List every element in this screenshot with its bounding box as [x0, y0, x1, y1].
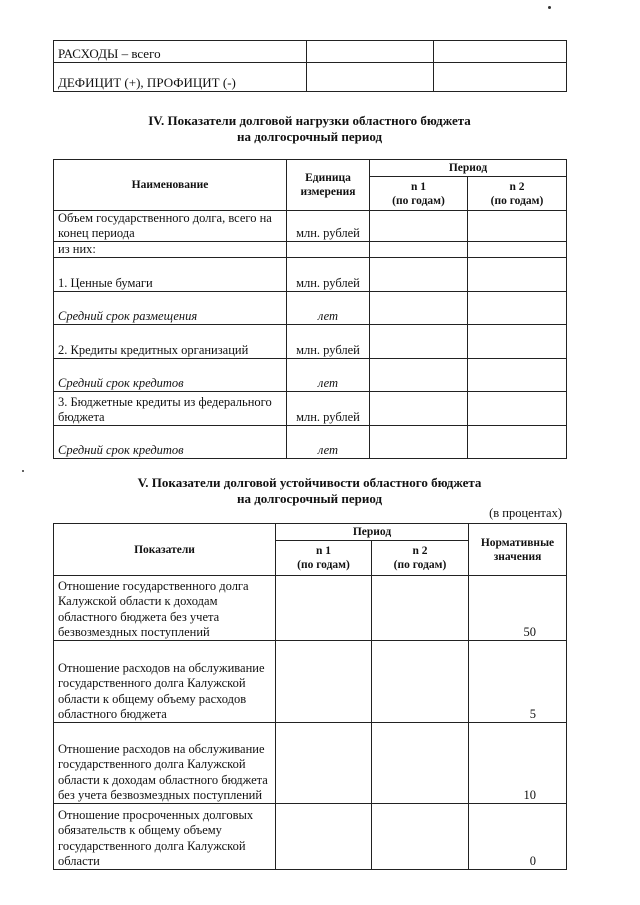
row-unit: млн. рублей	[287, 392, 370, 426]
norm-value: 0	[469, 804, 567, 870]
indicator-name: Отношение расходов на обслуживание государственного долга Калужской области к доходам областного бюджета без учета безвозмездных поступлений	[54, 723, 276, 804]
indicator-name: Отношение расходов на обслуживание государственного долга Калужской области к общему объему расходов областного бюджета	[54, 641, 276, 723]
row-label: РАСХОДЫ – всего	[54, 41, 307, 63]
header-n1: n 1 (по годам)	[370, 177, 468, 211]
table-row	[54, 63, 567, 92]
header-n2: n 2 (по годам)	[468, 177, 567, 211]
table-row	[54, 426, 567, 459]
header-n1: n 1 (по годам)	[276, 541, 372, 576]
header-period: Период	[276, 524, 469, 541]
header-indicators: Показатели	[54, 524, 276, 576]
table-row	[54, 359, 567, 392]
section-v-title: V. Показатели долговой устойчивости областного бюджета на долгосрочный период	[137, 475, 482, 506]
table-row	[54, 242, 567, 258]
empty-cell	[434, 41, 567, 63]
row-name: 2. Кредиты кредитных организаций	[54, 325, 287, 359]
row-unit	[287, 242, 370, 258]
empty-cell	[307, 41, 434, 63]
row-unit: млн. рублей	[287, 325, 370, 359]
norm-value: 50	[469, 576, 567, 641]
row-unit: млн. рублей	[287, 211, 370, 242]
row-name: Средний срок кредитов	[54, 426, 287, 459]
row-name: 1. Ценные бумаги	[54, 258, 287, 292]
debt-stability-table	[53, 523, 567, 870]
row-name: Средний срок размещения	[54, 292, 287, 325]
table-row	[54, 211, 567, 242]
table-row	[54, 641, 567, 723]
header-period: Период	[370, 160, 567, 177]
empty-cell	[434, 63, 567, 92]
row-label: ДЕФИЦИТ (+), ПРОФИЦИТ (-)	[54, 63, 307, 92]
section-iv-title: IV. Показатели долговой нагрузки областного бюджета на долгосрочный период	[148, 113, 471, 144]
row-name: Объем государственного долга, всего на конец периода	[54, 211, 287, 242]
scan-speck	[22, 470, 24, 472]
table-row	[54, 258, 567, 292]
row-unit: лет	[287, 426, 370, 459]
table-row	[54, 576, 567, 641]
norm-value: 5	[469, 641, 567, 723]
indicator-name: Отношение просроченных долговых обязательств к общему объему государственного долга Калужской области	[54, 804, 276, 870]
header-name: Наименование	[54, 160, 287, 211]
header-unit: Единица измерения	[287, 160, 370, 211]
indicator-name: Отношение государственного долга Калужской области к доходам областного бюджета без учета безвозмездных поступлений	[54, 576, 276, 641]
table-row	[54, 804, 567, 870]
norm-value: 10	[469, 723, 567, 804]
unit-note: (в процентах)	[489, 506, 562, 520]
row-unit: лет	[287, 292, 370, 325]
row-name: из них:	[54, 242, 287, 258]
row-name: 3. Бюджетные кредиты из федерального бюджета	[54, 392, 287, 426]
table-row	[54, 392, 567, 426]
row-unit: млн. рублей	[287, 258, 370, 292]
row-name: Средний срок кредитов	[54, 359, 287, 392]
row-unit: лет	[287, 359, 370, 392]
scan-speck	[548, 6, 551, 9]
table-row	[54, 723, 567, 804]
header-norm: Нормативные значения	[469, 524, 567, 576]
debt-load-table	[53, 159, 567, 459]
table-row	[54, 325, 567, 359]
table-row	[54, 292, 567, 325]
header-n2: n 2 (по годам)	[372, 541, 469, 576]
table-row	[54, 41, 567, 63]
budget-summary-table	[53, 40, 567, 92]
empty-cell	[307, 63, 434, 92]
